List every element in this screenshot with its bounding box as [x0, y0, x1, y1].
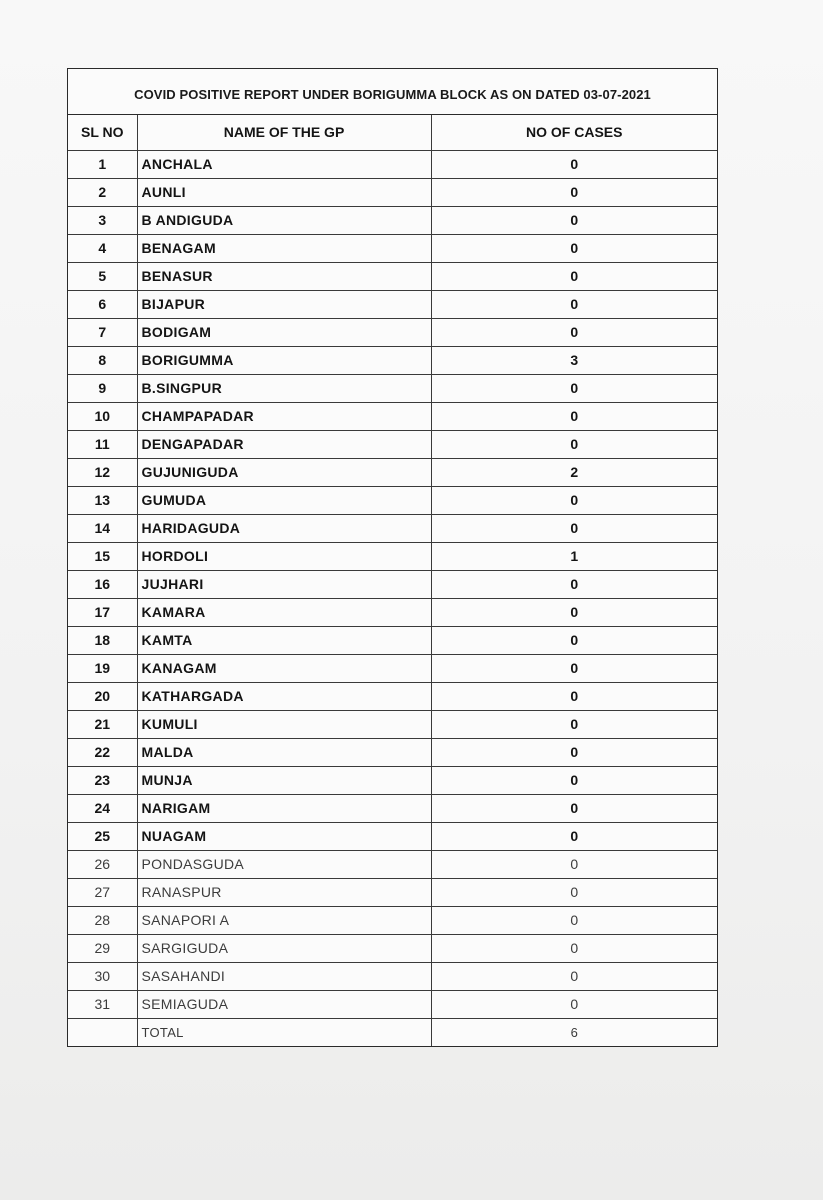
row-case-count: 0 [431, 234, 717, 262]
total-case-count: 6 [431, 1018, 717, 1046]
table-header-row [68, 115, 717, 150]
row-case-count: 0 [431, 262, 717, 290]
row-case-count: 0 [431, 906, 717, 934]
row-case-count: 0 [431, 430, 717, 458]
table-row [68, 822, 717, 850]
table-row [68, 710, 717, 738]
row-gp-name: SEMIAGUDA [137, 990, 431, 1018]
table-row [68, 570, 717, 598]
table-row [68, 178, 717, 206]
row-gp-name: JUJHARI [137, 570, 431, 598]
row-case-count: 0 [431, 766, 717, 794]
row-gp-name: PONDASGUDA [137, 850, 431, 878]
row-sl-no: 22 [68, 738, 137, 766]
table-row [68, 906, 717, 934]
row-gp-name: RANASPUR [137, 878, 431, 906]
row-case-count: 0 [431, 990, 717, 1018]
row-gp-name: BORIGUMMA [137, 346, 431, 374]
total-label: TOTAL [137, 1018, 431, 1046]
row-case-count: 2 [431, 458, 717, 486]
table-row [68, 934, 717, 962]
table-row [68, 514, 717, 542]
total-row [68, 1018, 717, 1046]
table-row [68, 542, 717, 570]
row-sl-no: 11 [68, 430, 137, 458]
row-sl-no: 21 [68, 710, 137, 738]
row-sl-no: 16 [68, 570, 137, 598]
row-sl-no: 29 [68, 934, 137, 962]
table-row [68, 682, 717, 710]
row-sl-no: 2 [68, 178, 137, 206]
row-case-count: 0 [431, 878, 717, 906]
row-gp-name: HARIDAGUDA [137, 514, 431, 542]
row-case-count: 0 [431, 598, 717, 626]
row-gp-name: SARGIGUDA [137, 934, 431, 962]
row-case-count: 0 [431, 290, 717, 318]
row-sl-no: 23 [68, 766, 137, 794]
table-row [68, 486, 717, 514]
row-sl-no: 6 [68, 290, 137, 318]
row-sl-no: 27 [68, 878, 137, 906]
table-row [68, 150, 717, 178]
row-gp-name: GUMUDA [137, 486, 431, 514]
table-row [68, 318, 717, 346]
table-row [68, 962, 717, 990]
row-sl-no: 12 [68, 458, 137, 486]
row-gp-name: B.SINGPUR [137, 374, 431, 402]
row-gp-name: NARIGAM [137, 794, 431, 822]
row-gp-name: KAMARA [137, 598, 431, 626]
row-case-count: 0 [431, 206, 717, 234]
row-gp-name: GUJUNIGUDA [137, 458, 431, 486]
table-row [68, 738, 717, 766]
row-sl-no: 28 [68, 906, 137, 934]
row-gp-name: KUMULI [137, 710, 431, 738]
row-sl-no: 20 [68, 682, 137, 710]
header-gp-name: NAME OF THE GP [137, 115, 431, 150]
table-row [68, 402, 717, 430]
row-sl-no: 17 [68, 598, 137, 626]
table-row [68, 794, 717, 822]
total-sl-no [68, 1018, 137, 1046]
row-gp-name: SANAPORI A [137, 906, 431, 934]
row-gp-name: MUNJA [137, 766, 431, 794]
row-case-count: 0 [431, 150, 717, 178]
row-sl-no: 7 [68, 318, 137, 346]
row-case-count: 1 [431, 542, 717, 570]
row-case-count: 0 [431, 178, 717, 206]
table-row [68, 850, 717, 878]
row-gp-name: ANCHALA [137, 150, 431, 178]
table-row [68, 346, 717, 374]
table-body [68, 150, 717, 1046]
table-row [68, 990, 717, 1018]
table-row [68, 458, 717, 486]
row-gp-name: KANAGAM [137, 654, 431, 682]
report-title-bar [68, 69, 717, 115]
row-sl-no: 1 [68, 150, 137, 178]
row-sl-no: 4 [68, 234, 137, 262]
row-sl-no: 5 [68, 262, 137, 290]
row-case-count: 0 [431, 402, 717, 430]
row-sl-no: 24 [68, 794, 137, 822]
row-sl-no: 14 [68, 514, 137, 542]
row-case-count: 0 [431, 850, 717, 878]
table-row [68, 598, 717, 626]
table-row [68, 234, 717, 262]
row-case-count: 0 [431, 794, 717, 822]
row-gp-name: BIJAPUR [137, 290, 431, 318]
row-gp-name: KAMTA [137, 626, 431, 654]
row-gp-name: BODIGAM [137, 318, 431, 346]
row-case-count: 0 [431, 514, 717, 542]
row-sl-no: 13 [68, 486, 137, 514]
row-sl-no: 9 [68, 374, 137, 402]
table-row [68, 290, 717, 318]
row-gp-name: HORDOLI [137, 542, 431, 570]
table-row [68, 262, 717, 290]
row-case-count: 0 [431, 374, 717, 402]
row-sl-no: 19 [68, 654, 137, 682]
row-sl-no: 3 [68, 206, 137, 234]
row-sl-no: 8 [68, 346, 137, 374]
row-gp-name: NUAGAM [137, 822, 431, 850]
table-row [68, 374, 717, 402]
row-case-count: 0 [431, 570, 717, 598]
row-sl-no: 30 [68, 962, 137, 990]
row-sl-no: 31 [68, 990, 137, 1018]
row-case-count: 0 [431, 738, 717, 766]
row-gp-name: AUNLI [137, 178, 431, 206]
header-sl-no: SL NO [68, 115, 137, 150]
row-gp-name: B ANDIGUDA [137, 206, 431, 234]
report-title: COVID POSITIVE REPORT UNDER BORIGUMMA BLOCK AS ON DATED 03-07-2021 [134, 87, 651, 102]
table-row [68, 206, 717, 234]
row-case-count: 3 [431, 346, 717, 374]
row-sl-no: 25 [68, 822, 137, 850]
table-row [68, 626, 717, 654]
row-gp-name: CHAMPAPADAR [137, 402, 431, 430]
row-gp-name: MALDA [137, 738, 431, 766]
header-no-of-cases: NO OF CASES [431, 115, 717, 150]
report-table-frame [67, 68, 718, 1047]
row-gp-name: DENGAPADAR [137, 430, 431, 458]
row-gp-name: BENAGAM [137, 234, 431, 262]
row-gp-name: SASAHANDI [137, 962, 431, 990]
row-sl-no: 10 [68, 402, 137, 430]
row-case-count: 0 [431, 682, 717, 710]
row-gp-name: KATHARGADA [137, 682, 431, 710]
row-sl-no: 18 [68, 626, 137, 654]
row-sl-no: 26 [68, 850, 137, 878]
row-case-count: 0 [431, 962, 717, 990]
row-case-count: 0 [431, 822, 717, 850]
row-gp-name: BENASUR [137, 262, 431, 290]
row-case-count: 0 [431, 934, 717, 962]
row-case-count: 0 [431, 654, 717, 682]
table-row [68, 654, 717, 682]
row-case-count: 0 [431, 486, 717, 514]
table-row [68, 766, 717, 794]
table-row [68, 430, 717, 458]
row-sl-no: 15 [68, 542, 137, 570]
row-case-count: 0 [431, 626, 717, 654]
row-case-count: 0 [431, 318, 717, 346]
covid-cases-table [68, 115, 717, 1046]
row-case-count: 0 [431, 710, 717, 738]
table-row [68, 878, 717, 906]
